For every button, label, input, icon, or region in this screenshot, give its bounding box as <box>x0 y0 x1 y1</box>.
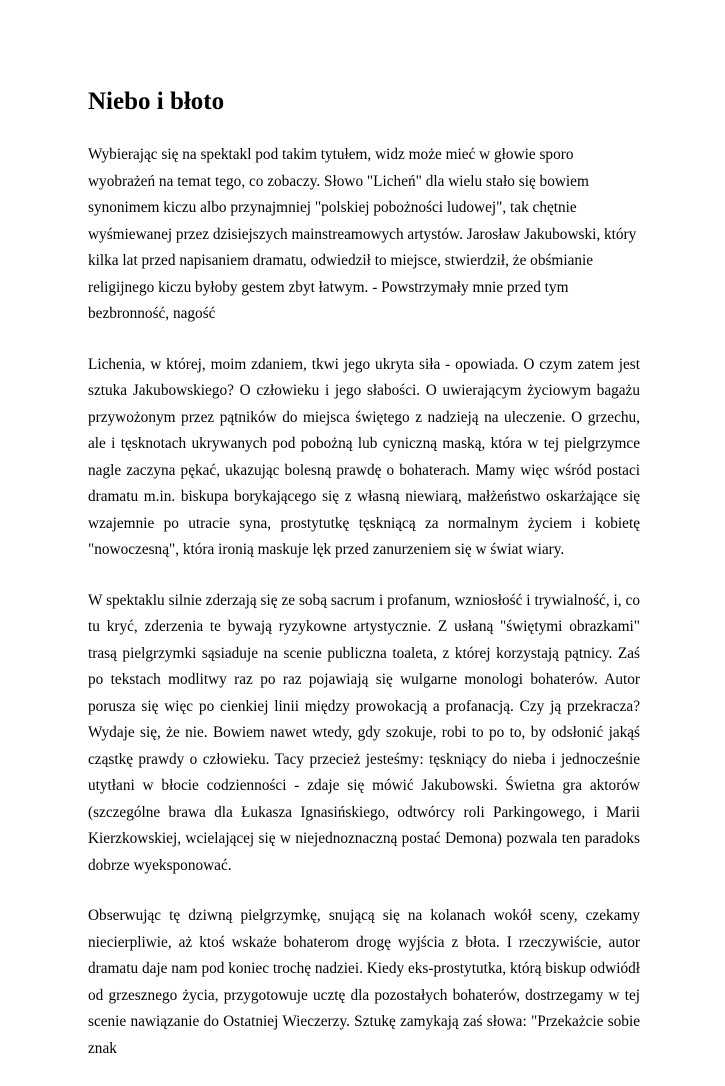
article-body <box>88 142 640 1086</box>
paragraph-2: Lichenia, w której, moim zdaniem, tkwi jego ukryta siła - opowiada. O czym zatem jest sztuka Jakubowskiego? O człowieku i jego słabości. O uwierającym życiowym bagażu przywożonym przez pątników do miejsca świętego z nadzieją na uleczenie. O grzechu, ale i tęsknotach ukrywanych pod pobożną lub cyniczną maską, która w tej pielgrzymce nagle zaczyna pękać, ukazując bolesną prawdę o bohaterach. Mamy więc wśród postaci dramatu m.in. biskupa borykającego się z własną niewiarą, małżeństwo oskarżające się wzajemnie po utracie syna, prostytutkę tęskniącą za normalnym życiem i kobietę "nowoczesną", która ironią maskuje lęk przed zanurzeniem się w świat wiary. <box>88 355 640 558</box>
paragraph-4: Obserwując tę dziwną pielgrzymkę, snującą się na kolanach wokół sceny, czekamy niecierpliwie, aż ktoś wskaże bohaterom drogę wyjścia z błota. I rzeczywiście, autor dramatu daje nam pod koniec trochę nadziei. Kiedy eks-prostytutka, którą biskup odwiódł od grzesznego życia, przygotowuje ucztę dla pozostałych bohaterów, dostrzegamy w tej scenie nawiązanie do Ostatniej Wieczerzy. Sztukę zamykają zaś słowa: "Przekażcie sobie znak <box>88 907 640 1057</box>
paragraph-1: Wybierając się na spektakl pod takim tytułem, widz może mieć w głowie sporo wyobrażeń na temat tego, co zobaczy. Słowo "Licheń" dla wielu stało się bowiem synonimem kiczu albo przynajmniej "polskiej pobożności ludowej", tak chętnie wyśmiewanej przez dzisiejszych mainstreamowych artystów. Jarosław Jakubowski, który kilka lat przed napisaniem dramatu, odwiedził to miejsce, stwierdził, że obśmianie religijnego kiczu byłoby gestem zbyt łatwym. - Powstrzymały mnie przed tym bezbronność, nagość <box>88 146 637 322</box>
article-title: Niebo i błoto <box>88 88 225 115</box>
paragraph-3: W spektaklu silnie zderzają się ze sobą sacrum i profanum, wzniosłość i trywialność, i, co tu kryć, zderzenia te bywają ryzykowne artystycznie. Z usłaną "świętymi obrazkami" trasą pielgrzymki sąsiaduje na scenie publiczna toaleta, z której korzystają pątnicy. Zaś po tekstach modlitwy raz po raz pojawiają się wulgarne monologi bohaterów. Autor porusza się więc po cienkiej linii między prowokacją a profanacją. Czy ją przekracza? Wydaje się, że nie. Bowiem nawet wtedy, gdy szokuje, robi to po to, by odsłonić jakąś cząstkę prawdy o człowieku. Tacy przecież jesteśmy: tęskniący do nieba i jednocześnie utytłani w błocie codzienności - zdaje się mówić Jakubowski. Świetna gra aktorów (szczególne brawa dla Łukasza Ignasińskiego, odtwórcy roli Parkingowego, i Marii Kierzkowskiej, wcielającej się w niejednoznaczną postać Demona) pozwala ten paradoks dobrze wyeksponować. <box>88 591 640 874</box>
